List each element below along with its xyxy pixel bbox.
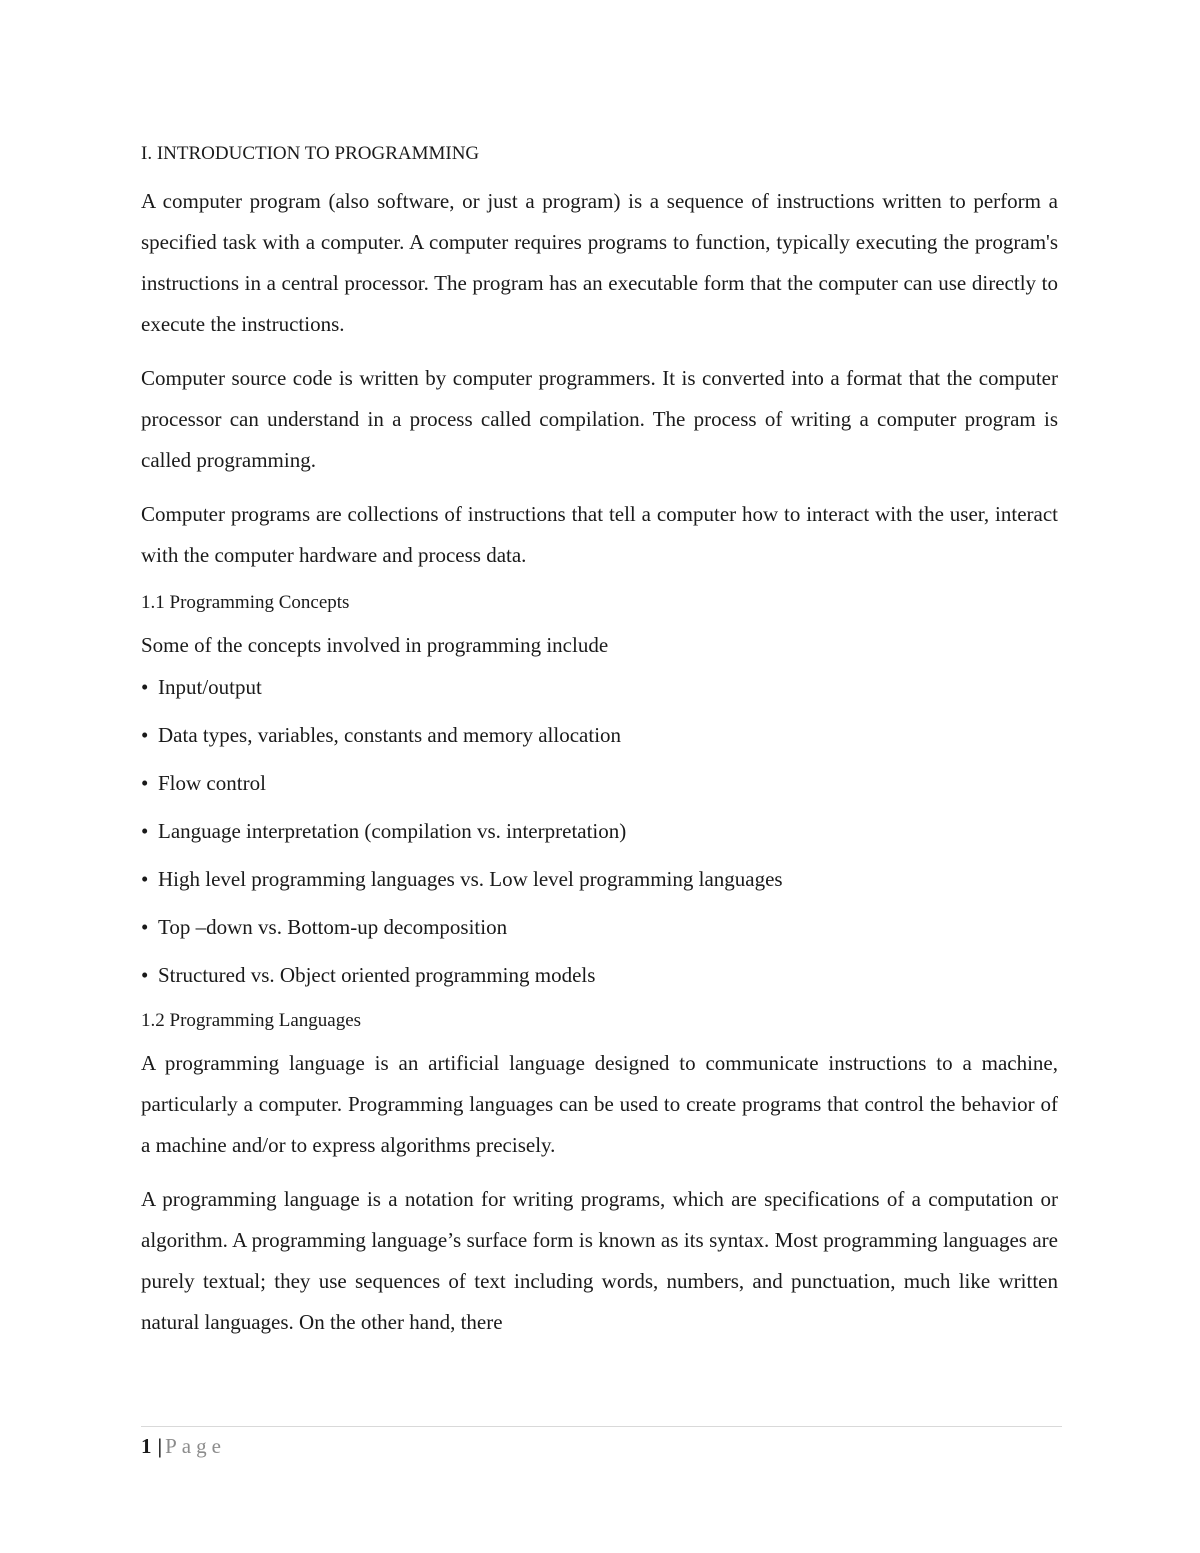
intro-paragraph-1: A computer program (also software, or just a program) is a sequence of instructions written to perform a specified task with a computer. A computer requires programs to function, typically executing the program's instructions in a central processor. The program has an executable form that the computer can use directly to execute the instructions.: [141, 189, 1058, 336]
list-item: [141, 719, 1058, 751]
bullet-icon: •: [141, 867, 149, 891]
list-item: [141, 959, 1058, 991]
footer-text: [141, 1431, 226, 1461]
section-heading-languages: 1.2 Programming Languages: [141, 1010, 362, 1031]
list-item: [141, 815, 1058, 847]
bullet-icon: •: [141, 819, 149, 843]
intro-paragraph-3: Computer programs are collections of instructions that tell a computer how to interact with the user, interact with the computer hardware and process data.: [141, 502, 1058, 567]
bullet-icon: •: [141, 723, 149, 747]
list-item-text: Structured vs. Object oriented programming models: [158, 963, 596, 987]
list-item-text: Input/output: [158, 675, 262, 699]
page-label: Page: [165, 1434, 226, 1458]
footer-separator: |: [157, 1434, 163, 1458]
page-title: I. INTRODUCTION TO PROGRAMMING: [141, 143, 480, 164]
bullet-icon: •: [141, 963, 149, 987]
section-heading-concepts: 1.1 Programming Concepts: [141, 592, 350, 613]
list-item: [141, 911, 1058, 943]
bullet-icon: •: [141, 771, 149, 795]
intro-paragraph-2: Computer source code is written by computer programmers. It is converted into a format that the computer processor can understand in a process called compilation. The process of writing a computer program is called programming.: [141, 366, 1058, 472]
list-item: [141, 671, 1058, 703]
page-content: [141, 140, 1058, 1356]
languages-paragraph-1: A programming language is an artificial language designed to communicate instructions to a machine, particularly a computer. Programming languages can be used to create programs that control the behavior of a machine and/or to express algorithms precisely.: [141, 1051, 1058, 1157]
bullet-icon: •: [141, 675, 149, 699]
list-item: [141, 863, 1058, 895]
concepts-intro: Some of the concepts involved in programming include: [141, 633, 609, 657]
page-footer: [141, 1426, 1062, 1458]
list-item-text: Data types, variables, constants and memory allocation: [158, 723, 622, 747]
languages-paragraph-2: A programming language is a notation for writing programs, which are specifications of a computation or algorithm. A programming language’s surface form is known as its syntax. Most programming languages are purely textual; they use sequences of text including words, numbers, and punctuation, much like written natural languages. On the other hand, there: [141, 1187, 1058, 1334]
page-number: 1: [141, 1434, 152, 1458]
list-item-text: Top –down vs. Bottom-up decomposition: [158, 915, 508, 939]
list-item-text: Flow control: [158, 771, 266, 795]
list-item-text: Language interpretation (compilation vs. interpretation): [158, 819, 627, 843]
concepts-list: [141, 671, 1058, 991]
list-item: [141, 767, 1058, 799]
list-item-text: High level programming languages vs. Low level programming languages: [158, 867, 783, 891]
bullet-icon: •: [141, 915, 149, 939]
